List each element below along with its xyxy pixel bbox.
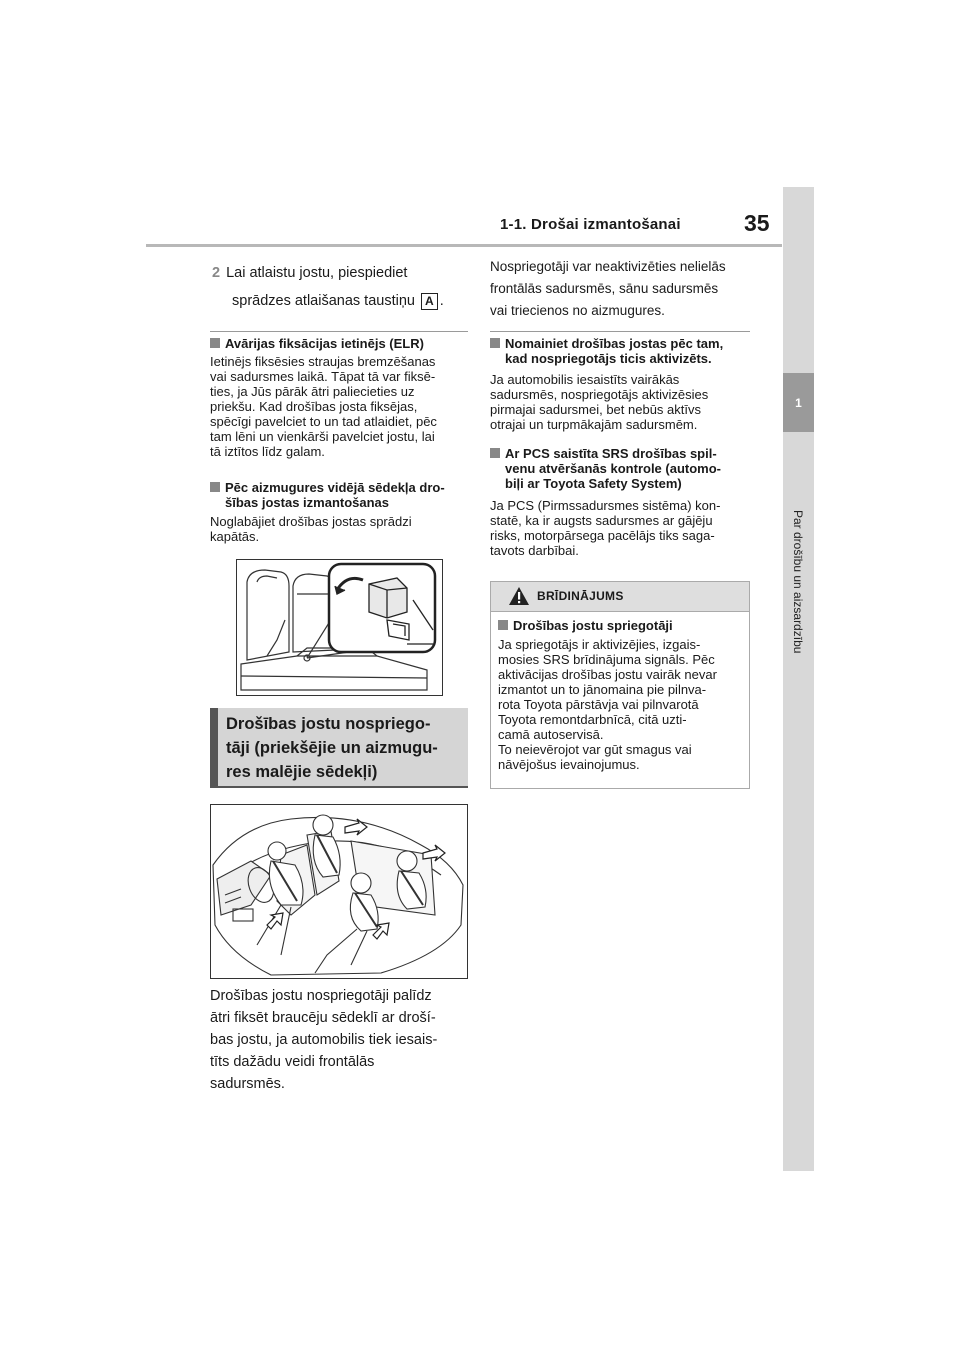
side-tab-chapter-number: 1 [783,373,814,432]
elr-subheading: Avārijas fiksācijas ietinējs (ELR) [210,336,472,351]
section-heading: Drošības jostu nospriego- tāji (priekšējie un aizmugu- res malējie sēdekļi) [226,715,438,781]
square-bullet-icon [498,620,508,630]
warning-box [490,581,750,789]
step-text-end: . [439,293,444,309]
release-button-label: A [421,293,438,310]
seat-pocket-icon [237,560,442,695]
divider [490,331,750,332]
pretensioner-intro: Nospriegotāji var neaktivizēties nelielās frontālās sadursmēs, sānu sadursmēs vai triecienos no aizmugures. [490,259,726,318]
pcs-subheading: Ar PCS saistīta SRS drošības spil- venu atvēršanās kontrole (automo- biļi ar Toyota Safety System) [490,446,756,491]
replace-subheading: Nomainiet drošības jostas pēc tam, kad nospriegotājs ticis aktivizēts. [490,336,756,366]
elr-paragraph: Ietinējs fiksēsies straujas bremzēšanas vai sadursmes laikā. Tāpat tā var fiksē- ties, ja Jūs pārāk ātri paliecieties uz priekšu. Kad drošības josta fiksējas, spēcīgi pavelciet to un tad atlaidiet, pēc tam lēni un vienkārši pavelciet jostu, lai tā iztītos līdz galam. [210,354,437,459]
warning-header [491,582,749,612]
square-bullet-icon [210,482,220,492]
divider [210,331,468,332]
warning-triangle-icon [508,586,530,606]
rear-seat-buckle-illustration [236,559,443,696]
section-heading-box [210,708,468,788]
step-text-line1: Lai atlaistu jostu, piespiediet [226,265,408,281]
page-number: 35 [744,210,770,236]
pcs-paragraph: Ja PCS (Pirmssadursmes sistēma) kon- statē, ka ir augsts sadursmes ar gājēju risks, motorpārsega pacēlājs tiks saga- tavots darbībai. [490,498,721,558]
warning-title: BRĪDINĀJUMS [537,589,624,603]
side-tab-chapter-title: Par drošību un aizsardzību [791,510,805,654]
pretensioner-paragraph: Drošības jostu nospriegotāji palīdz ātri fiksēt braucēju sēdeklī ar droší- bas jostu, ja automobilis tiek iesais- tīts dažādu veidi frontālās sadursmēs. [210,988,438,1092]
replace-paragraph: Ja automobilis iesaistīts vairākās sadursmēs, nospriegotājs aktivizēsies pirmajai sadursmei, bet nebūs aktīvs otrajai un turpmākajām sadursmēm. [490,372,709,432]
release-step [212,262,472,312]
warning-subheading: Drošības jostu spriegotāji [498,618,673,633]
header-divider [146,244,782,247]
header-section-title: 1-1. Drošai izmantošanai [500,216,681,233]
square-bullet-icon [490,448,500,458]
warning-paragraph: Ja spriegotājs ir aktivizējies, izgais- mosies SRS brīdinājuma signāls. Pēc aktivācijas drošības jostu vairāk nevar izmantot un to jānomaina pie pilnva- rota Toyota pārstāvja vai pilnvarotā Toyota remontdarbnīcā, citā uzti- camā autoservisā. To neievērojot var gūt smagus vai nāvējošus ievainojumus. [498,637,717,772]
car-interior-icon [211,805,467,978]
rear-belt-subheading: Pēc aizmugures vidējā sēdekļa dro- šības jostas izmantošanas [210,480,472,510]
square-bullet-icon [490,338,500,348]
rear-belt-paragraph: Noglabājiet drošības jostas sprādzi kapātās. [210,514,412,544]
vehicle-occupants-illustration [210,804,468,979]
step-number: 2 [212,265,221,281]
square-bullet-icon [210,338,220,348]
step-text-line2: sprādzes atlaišanas taustiņu [232,293,415,309]
side-tab-strip [783,187,814,1171]
